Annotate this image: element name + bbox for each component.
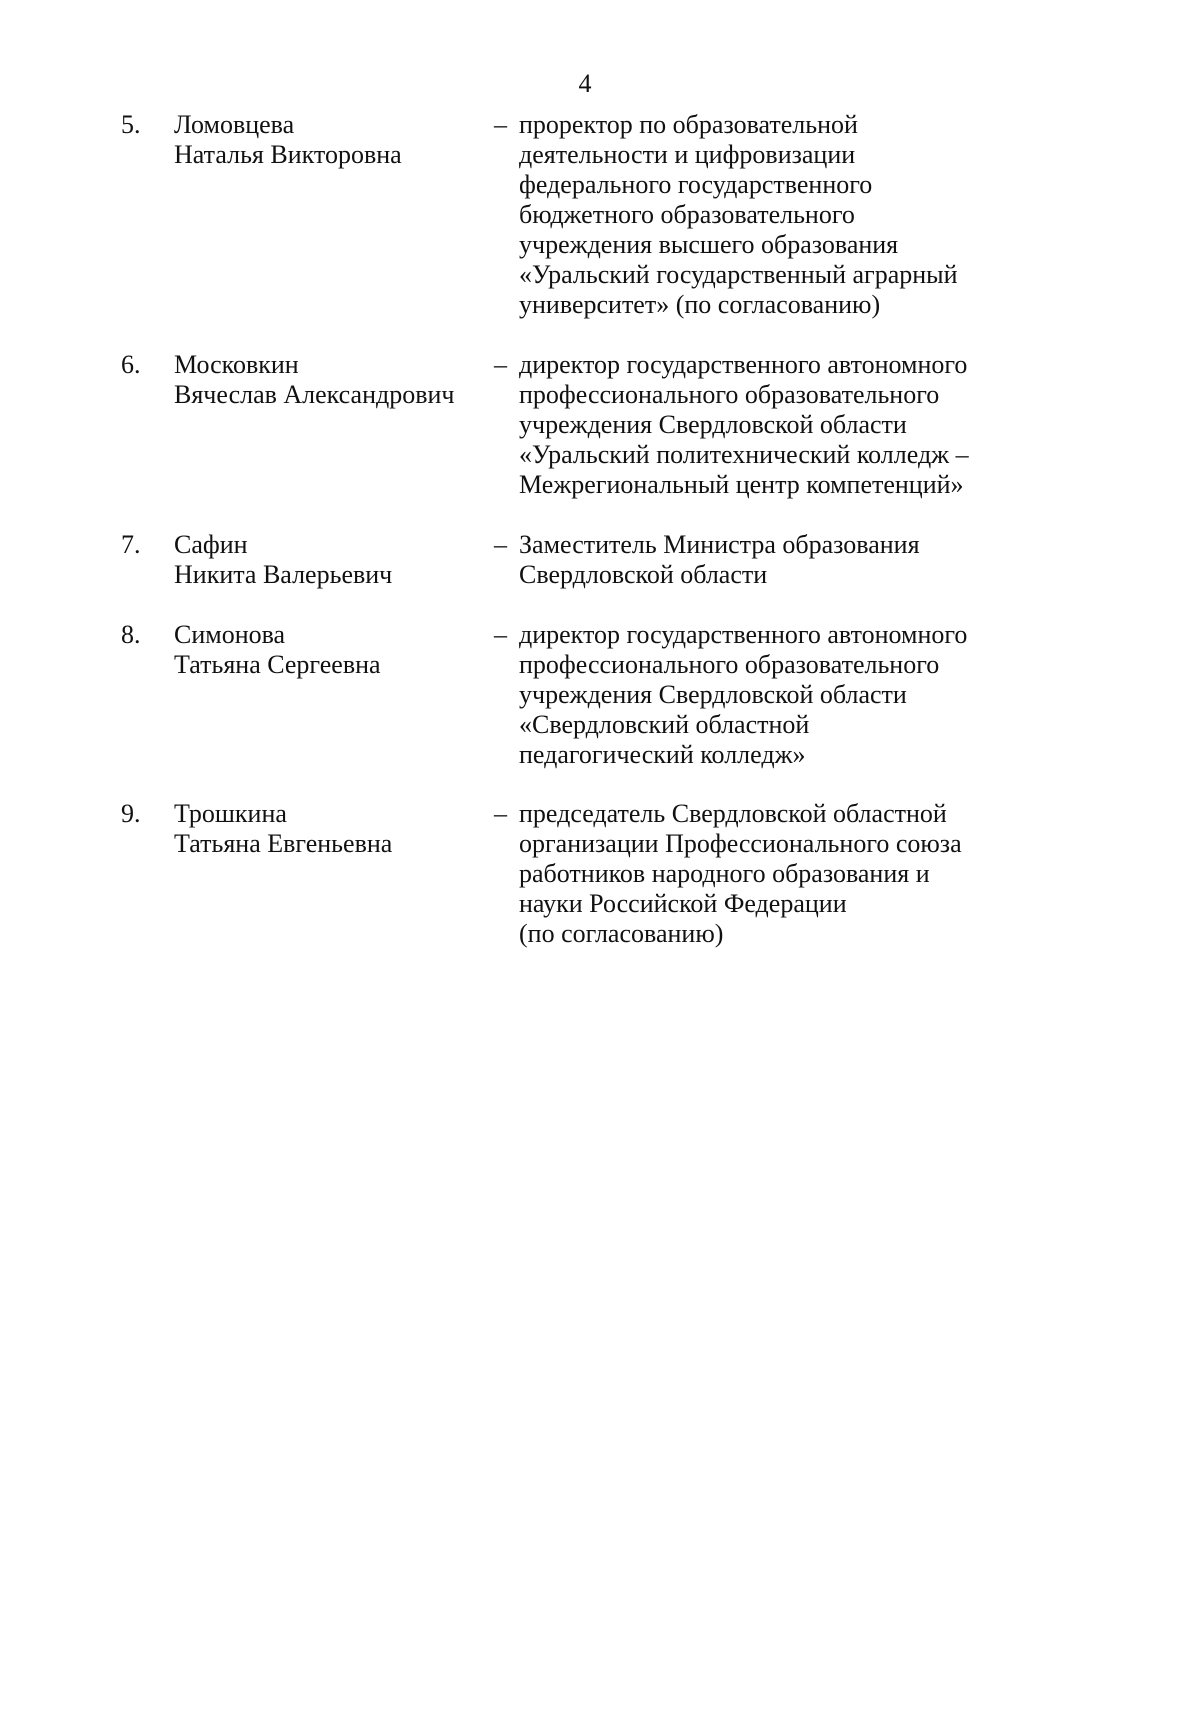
separator-dash: – bbox=[494, 799, 507, 828]
member-number: 8. bbox=[121, 620, 141, 649]
position-line: деятельности и цифровизации bbox=[519, 140, 856, 169]
member-surname: Московкин bbox=[174, 350, 299, 379]
position-line: проректор по образовательной bbox=[519, 110, 858, 139]
member-surname: Трошкина bbox=[174, 799, 287, 828]
position-line: Свердловской области bbox=[519, 560, 768, 589]
position-line: Заместитель Министра образования bbox=[519, 530, 920, 559]
member-position bbox=[519, 350, 989, 500]
position-line: учреждения Свердловской области bbox=[519, 680, 907, 709]
separator-dash: – bbox=[494, 530, 507, 559]
position-line: Межрегиональный центр компетенций» bbox=[519, 470, 964, 499]
member-position bbox=[519, 110, 989, 320]
position-line: «Свердловский областной bbox=[519, 710, 810, 739]
position-line: директор государственного автономного bbox=[519, 620, 968, 649]
member-given-names: Татьяна Евгеньевна bbox=[174, 829, 393, 858]
position-line: учреждения высшего образования bbox=[519, 230, 899, 259]
member-given-names: Наталья Викторовна bbox=[174, 140, 402, 169]
position-line: директор государственного автономного bbox=[519, 350, 968, 379]
position-line: профессионального образовательного bbox=[519, 380, 940, 409]
member-position bbox=[519, 530, 989, 590]
member-given-names: Татьяна Сергеевна bbox=[174, 650, 381, 679]
separator-dash: – bbox=[494, 110, 507, 139]
member-name bbox=[174, 620, 474, 680]
position-line: педагогический колледж» bbox=[519, 740, 806, 769]
position-line: профессионального образовательного bbox=[519, 650, 940, 679]
position-line: председатель Свердловской областной bbox=[519, 799, 947, 828]
position-line: «Уральский государственный аграрный bbox=[519, 260, 958, 289]
position-line: университет» (по согласованию) bbox=[519, 290, 881, 319]
member-name bbox=[174, 350, 474, 410]
member-position bbox=[519, 620, 989, 770]
position-line: учреждения Свердловской области bbox=[519, 410, 907, 439]
member-given-names: Вячеслав Александрович bbox=[174, 380, 455, 409]
separator-dash: – bbox=[494, 620, 507, 649]
member-position bbox=[519, 799, 989, 949]
position-line: федерального государственного bbox=[519, 170, 873, 199]
member-name bbox=[174, 530, 474, 590]
page-number: 4 bbox=[578, 69, 592, 98]
member-given-names: Никита Валерьевич bbox=[174, 560, 393, 589]
position-line: (по согласованию) bbox=[519, 919, 724, 948]
member-surname: Ломовцева bbox=[174, 110, 295, 139]
member-surname: Сафин bbox=[174, 530, 248, 559]
position-line: работников народного образования и bbox=[519, 859, 930, 888]
position-line: «Уральский политехнический колледж – bbox=[519, 440, 969, 469]
member-number: 9. bbox=[121, 799, 141, 828]
member-name bbox=[174, 799, 474, 859]
member-number: 5. bbox=[121, 110, 141, 139]
position-line: организации Профессионального союза bbox=[519, 829, 962, 858]
member-surname: Симонова bbox=[174, 620, 286, 649]
member-number: 7. bbox=[121, 530, 141, 559]
separator-dash: – bbox=[494, 350, 507, 379]
position-line: бюджетного образовательного bbox=[519, 200, 855, 229]
member-name bbox=[174, 110, 474, 170]
position-line: науки Российской Федерации bbox=[519, 889, 847, 918]
member-number: 6. bbox=[121, 350, 141, 379]
